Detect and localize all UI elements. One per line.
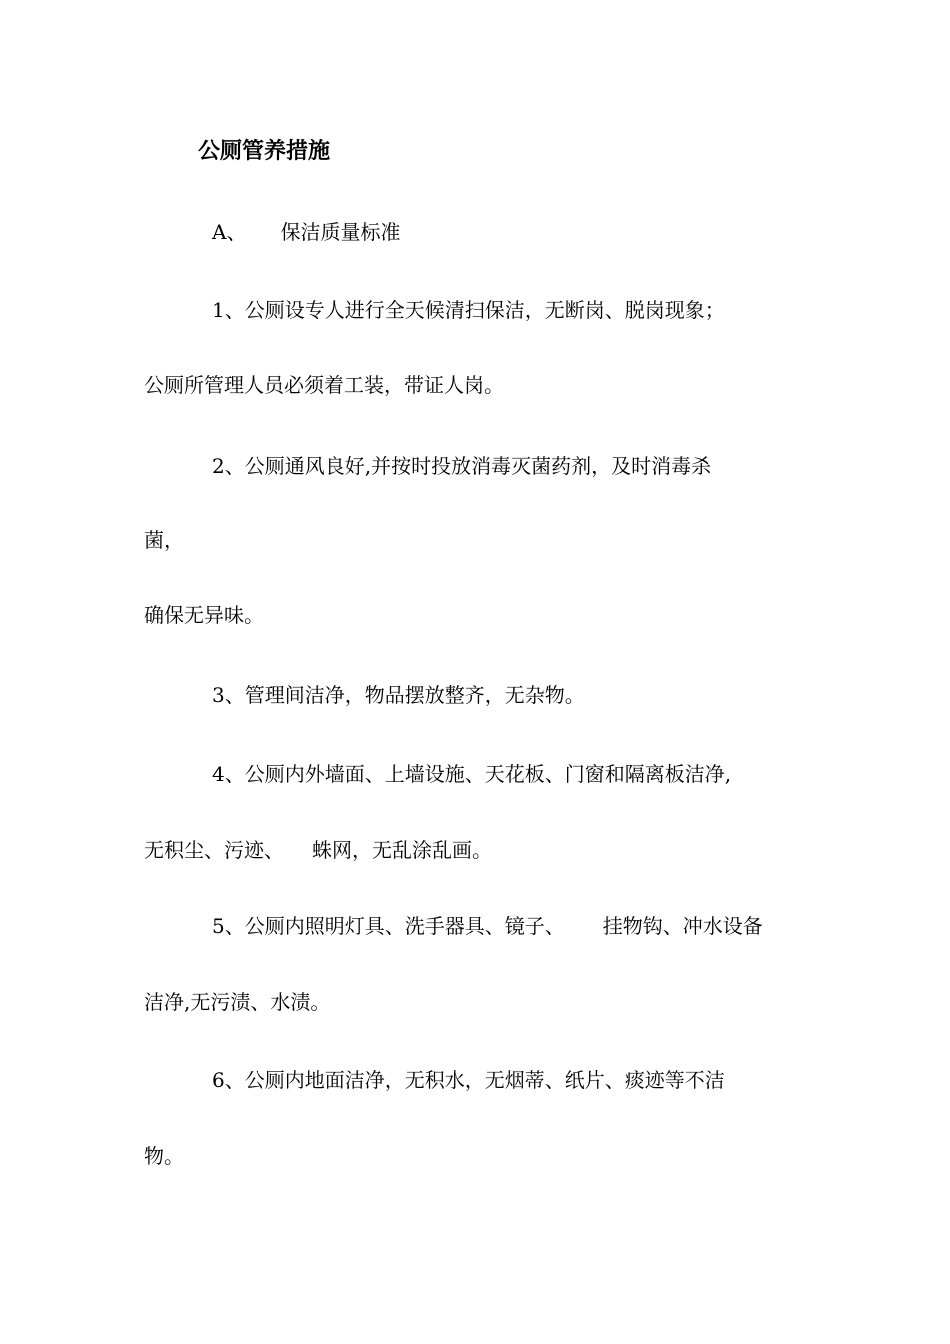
item-1-line-1: 1、公厕设专人进行全天候清扫保洁，无断岗、脱岗现象； — [212, 298, 725, 322]
item-5-line-1-part-b: 挂物钩、冲水设备 — [602, 914, 763, 938]
item-2-line-3: 确保无异味。 — [144, 603, 264, 627]
item-5-line-1-part-a: 5、公厕内照明灯具、洗手器具、镜子、 — [212, 914, 565, 938]
section-title: 保洁质量标准 — [280, 220, 401, 244]
item-5-line-2: 洁净,无污渍、水渍。 — [144, 990, 331, 1014]
section-marker: A、 — [212, 220, 247, 244]
item-6-line-2: 物。 — [144, 1144, 184, 1168]
item-2-line-1: 2、公厕通风良好,并按时投放消毒灭菌药剂，及时消毒杀 — [212, 454, 712, 478]
section-heading — [212, 220, 400, 244]
item-4-line-1: 4、公厕内外墙面、上墙设施、天花板、门窗和隔离板洁净, — [212, 762, 732, 786]
item-2-line-2: 菌， — [144, 528, 184, 552]
item-6-line-1: 6、公厕内地面洁净，无积水，无烟蒂、纸片、痰迹等不洁 — [212, 1068, 725, 1092]
item-4-line-2-part-a: 无积尘、污迹、 — [144, 838, 284, 862]
item-3-line-1: 3、管理间洁净，物品摆放整齐，无杂物。 — [212, 683, 585, 707]
item-4-line-2 — [144, 838, 492, 862]
item-1-line-2: 公厕所管理人员必须着工装，带证人岗。 — [144, 373, 504, 397]
item-4-line-2-part-b: 蛛网，无乱涂乱画。 — [312, 838, 492, 862]
item-5-line-1 — [212, 914, 763, 938]
document-title: 公厕管养措施 — [198, 139, 331, 164]
